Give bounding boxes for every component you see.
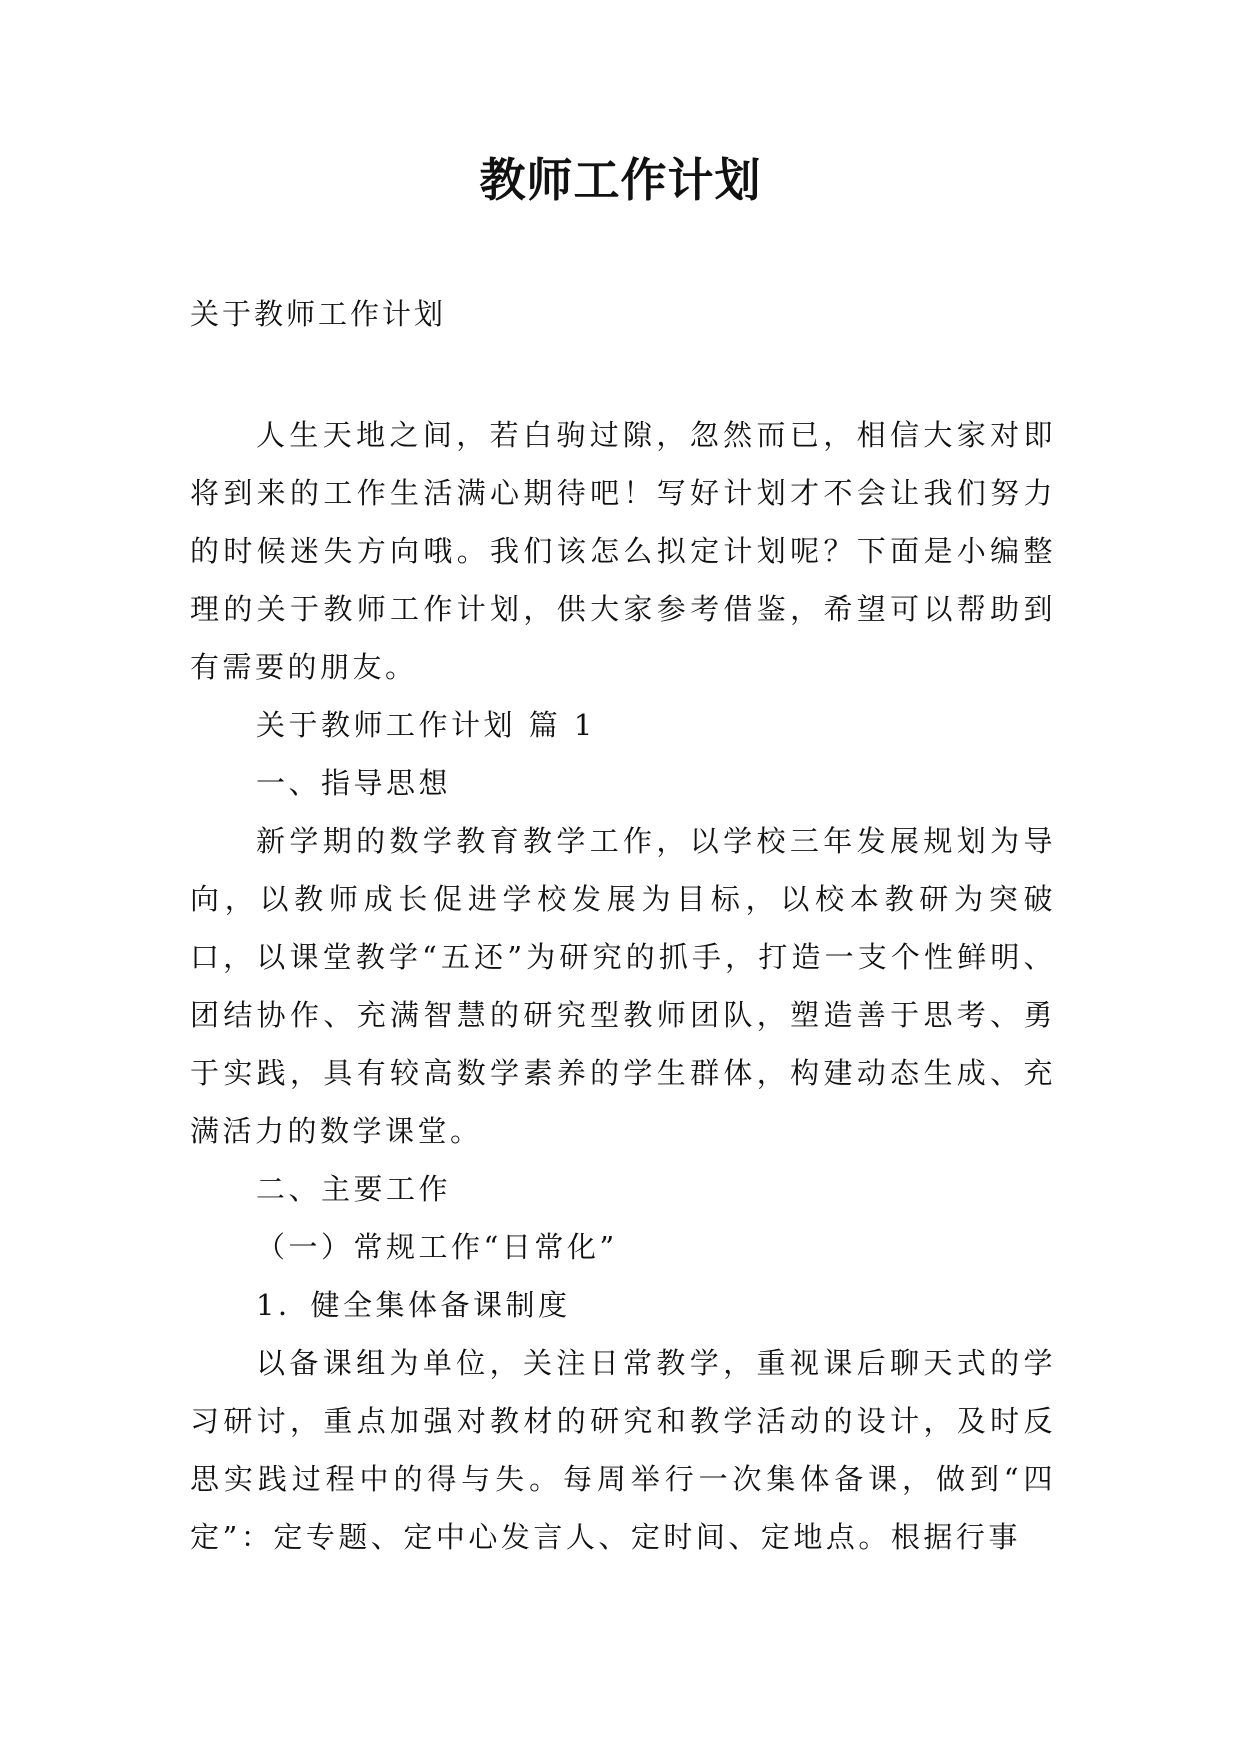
section-heading-guiding-ideology: 一、指导思想 [256,766,452,800]
section-heading-chapter-1: 关于教师工作计划 篇 1 [256,708,596,742]
guiding-ideology-paragraph: 新学期的数学教育教学工作，以学校三年发展规划为导向，以教师成长促进学校发展为目标，以校本教研为突破口，以课堂教学“五还”为研究的抓手，打造一支个性鲜明、团结协作、充满智慧的研究型教师团队，塑造善于思考、勇于实践，具有较高数学素养的学生群体，构建动态生成、充满活力的数学课堂。 [190,824,1056,1148]
item-heading-lesson-prep: 1．健全集体备课制度 [256,1288,571,1322]
section-heading-main-work: 二、主要工作 [256,1172,452,1206]
document-subtitle: 关于教师工作计划 [190,297,447,331]
document-title: 教师工作计划 [479,153,762,207]
lesson-prep-paragraph: 以备课组为单位，关注日常教学，重视课后聊天式的学习研讨，重点加强对教材的研究和教学活动的设计，及时反思实践过程中的得与失。每周举行一次集体备课，做到“四定”：定专题、定中心发言人、定时间、定地点。根据行事 [190,1346,1056,1554]
intro-paragraph: 人生天地之间，若白驹过隙，忽然而已，相信大家对即将到来的工作生活满心期待吧！写好计划才不会让我们努力的时候迷失方向哦。我们该怎么拟定计划呢？下面是小编整理的关于教师工作计划，供大家参考借鉴，希望可以帮助到有需要的朋友。 [190,418,1056,684]
document-body [190,406,1056,1566]
subsection-heading-routine-work: （一）常规工作“日常化” [256,1230,618,1264]
